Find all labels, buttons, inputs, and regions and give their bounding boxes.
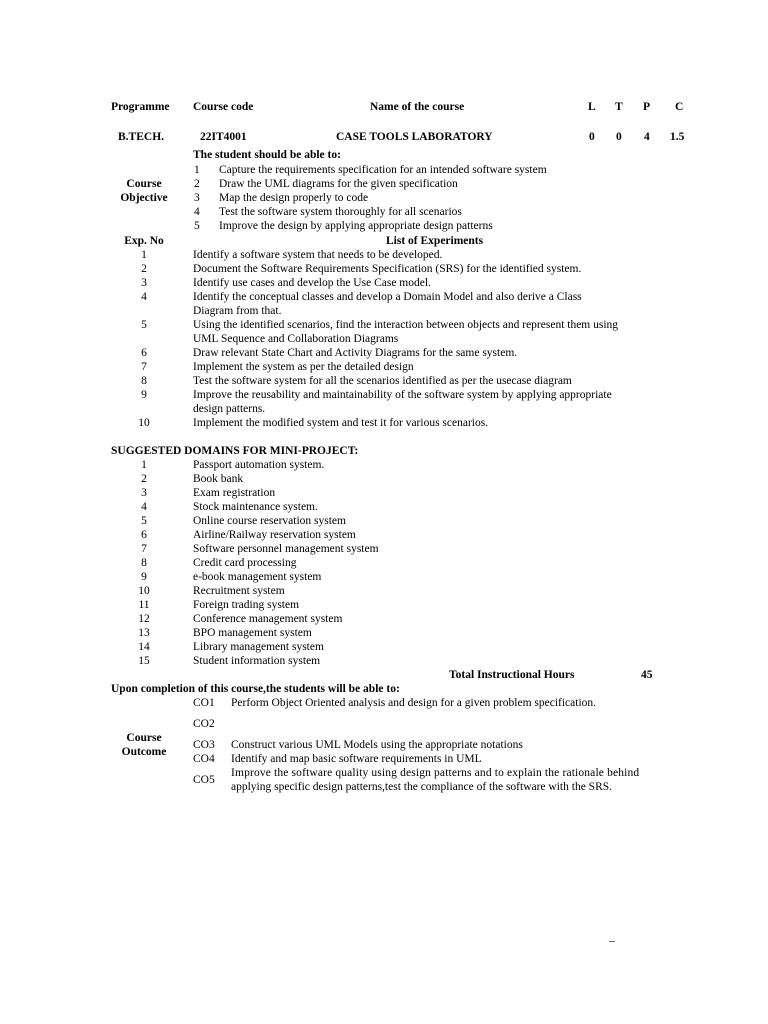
domain-number: 3 (141, 487, 147, 499)
experiment-text-continued: Diagram from that. (193, 305, 282, 317)
domain-number: 5 (141, 515, 147, 527)
outcome-text: Improve the software quality using design patterns and to explain the rationale behind (231, 767, 640, 779)
outcome-code: CO4 (193, 753, 215, 765)
domain-number: 14 (138, 641, 150, 653)
domain-text: Book bank (193, 473, 244, 485)
experiment-number: 8 (141, 375, 147, 387)
total-hours-label: Total Instructional Hours (449, 669, 575, 681)
objective-number: 2 (194, 178, 200, 190)
experiment-number: 2 (141, 263, 147, 275)
domain-number: 9 (141, 571, 147, 583)
domain-text: Foreign trading system (193, 599, 300, 611)
course-name: CASE TOOLS LABORATORY (336, 131, 493, 143)
outcome-label-line2: Outcome (121, 746, 167, 758)
course-code: 22IT4001 (200, 131, 247, 143)
domain-number: 4 (141, 501, 147, 513)
outcome-text: Construct various UML Models using the appropriate notations (231, 739, 523, 751)
domain-number: 6 (141, 529, 147, 541)
course-c: 1.5 (670, 131, 685, 143)
domains-title: SUGGESTED DOMAINS FOR MINI-PROJECT: (111, 445, 359, 457)
objective-intro: The student should be able to: (193, 149, 341, 161)
course-programme: B.TECH. (118, 131, 165, 143)
experiment-text: Implement the modified system and test it for various scenarios. (193, 417, 489, 429)
experiment-text: Identify use cases and develop the Use Case model. (193, 277, 431, 289)
domain-number: 15 (138, 655, 150, 667)
domain-text: Student information system (193, 655, 321, 667)
experiment-number: 5 (141, 319, 147, 331)
experiment-number: 6 (141, 347, 147, 359)
course-p: 4 (644, 131, 650, 143)
domain-number: 7 (141, 543, 147, 555)
objective-number: 4 (194, 206, 200, 218)
domain-number: 12 (138, 613, 150, 625)
domain-text: Airline/Railway reservation system (193, 529, 356, 541)
header-l: L (588, 101, 596, 113)
experiment-text: Improve the reusability and maintainability of the software system by applying appropriate (193, 389, 612, 401)
experiment-text: Test the software system for all the scenarios identified as per the usecase diagram (193, 375, 572, 387)
total-hours-value: 45 (641, 669, 653, 681)
objective-number: 3 (194, 192, 200, 204)
header-programme: Programme (111, 101, 170, 113)
objective-text: Capture the requirements specification for an intended software system (219, 164, 547, 176)
experiment-number: 1 (141, 249, 147, 261)
experiments-col-label: Exp. No (124, 235, 164, 247)
domain-text: Conference management system (193, 613, 343, 625)
header-t: T (615, 101, 623, 113)
domain-text: Credit card processing (193, 557, 297, 569)
objective-text: Test the software system thoroughly for all scenarios (219, 206, 462, 218)
experiment-text-continued: design patterns. (193, 403, 266, 415)
header-course-name: Name of the course (370, 101, 465, 113)
domain-number: 13 (138, 627, 150, 639)
objective-text: Map the design properly to code (219, 192, 369, 204)
outcome-text: Identify and map basic software requirements in UML (231, 753, 482, 765)
header-course-code: Course code (193, 101, 254, 113)
objective-label-line2: Objective (120, 192, 168, 204)
outcome-code: CO1 (193, 697, 215, 709)
experiments-title: List of Experiments (386, 235, 484, 247)
outcome-label (114, 731, 174, 759)
experiment-number: 10 (138, 417, 150, 429)
domain-text: BPO management system (193, 627, 312, 639)
domain-text: Software personnel management system (193, 543, 379, 555)
experiment-text: Draw relevant State Chart and Activity Diagrams for the same system. (193, 347, 518, 359)
domain-number: 1 (141, 459, 147, 471)
domain-text: Passport automation system. (193, 459, 325, 471)
domain-text: Stock maintenance system. (193, 501, 318, 513)
domain-text: Exam registration (193, 487, 276, 499)
experiment-number: 9 (141, 389, 147, 401)
experiment-text: Identify a software system that needs to be developed. (193, 249, 443, 261)
outcome-text-continued: applying specific design patterns,test the compliance of the software with the SRS. (231, 781, 613, 793)
experiment-text: Using the identified scenarios, find the interaction between objects and represent them using (193, 319, 619, 331)
objective-text: Draw the UML diagrams for the given specification (219, 178, 458, 190)
outcome-code: CO3 (193, 739, 215, 751)
outcome-label-line1: Course (126, 732, 162, 744)
header-c: C (675, 101, 684, 113)
objective-label-line1: Course (126, 178, 162, 190)
objective-number: 5 (194, 220, 200, 232)
experiment-text: Document the Software Requirements Specification (SRS) for the identified system. (193, 263, 582, 275)
header-p: P (643, 101, 651, 113)
experiment-number: 4 (141, 291, 147, 303)
course-t: 0 (616, 131, 622, 143)
course-l: 0 (589, 131, 595, 143)
domain-text: Library management system (193, 641, 324, 653)
page-footer-mark: – (609, 935, 615, 947)
domain-text: Recruitment system (193, 585, 285, 597)
domain-text: Online course reservation system (193, 515, 346, 527)
outcome-code: CO2 (193, 718, 215, 730)
outcome-code: CO5 (193, 774, 215, 786)
objective-text: Improve the design by applying appropriate design patterns (219, 220, 493, 232)
domain-number: 8 (141, 557, 147, 569)
outcome-text: Perform Object Oriented analysis and design for a given problem specification. (231, 697, 597, 709)
experiment-text: Implement the system as per the detailed design (193, 361, 414, 373)
objective-label (114, 177, 174, 205)
experiment-number: 7 (141, 361, 147, 373)
domain-number: 11 (138, 599, 150, 611)
domain-number: 10 (138, 585, 150, 597)
experiment-number: 3 (141, 277, 147, 289)
domain-number: 2 (141, 473, 147, 485)
outcome-intro: Upon completion of this course,the students will be able to: (111, 683, 400, 695)
experiment-text: Identify the conceptual classes and develop a Domain Model and also derive a Class (193, 291, 582, 303)
domain-text: e-book management system (193, 571, 322, 583)
objective-number: 1 (194, 164, 200, 176)
experiment-text-continued: UML Sequence and Collaboration Diagrams (193, 333, 399, 345)
